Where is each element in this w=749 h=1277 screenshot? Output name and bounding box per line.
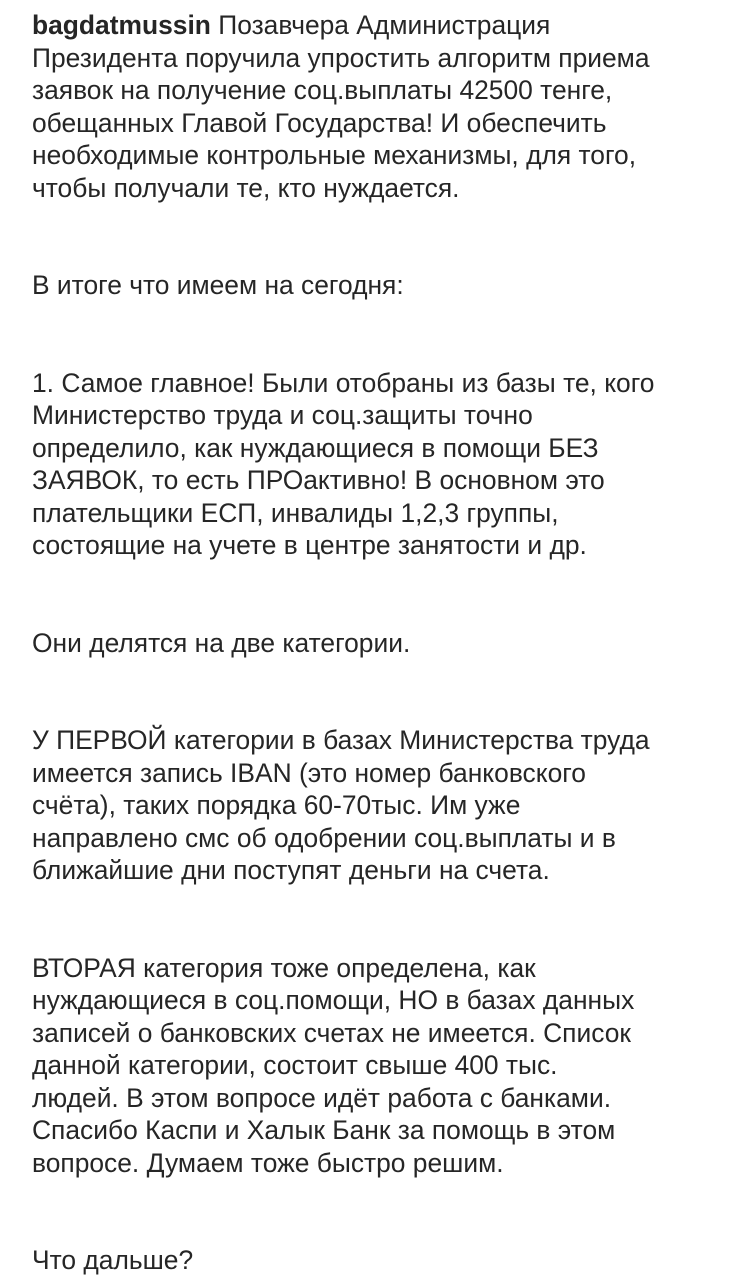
caption-paragraph-categories: Они делятся на две категории. xyxy=(32,627,411,658)
caption-intro xyxy=(32,9,732,204)
paragraph-gap xyxy=(32,659,732,724)
paragraph-gap xyxy=(32,204,732,269)
caption-intro-text: Позавчера Администрация Президента поручила упростить алгоритм приема заявок на получение соц.выплаты 42500 тенге, обещанных Главой Государства! И обеспечить необходимые контрольные механизмы, для того, чтобы получали те, кто нуждается. xyxy=(32,10,650,203)
username-link[interactable]: bagdatmussin xyxy=(32,10,211,40)
caption-paragraph-first-category: У ПЕРВОЙ категории в базах Министерства труда имеется запись IBAN (это номер банковского счёта), таких порядка 60-70тыс. Им уже направлено смс об одобрении соц.выплаты и в ближайшие дни поступят деньги на счета. xyxy=(32,725,650,885)
paragraph-gap xyxy=(32,1179,732,1244)
paragraph-gap xyxy=(32,562,732,627)
caption-paragraph-result: В итоге что имеем на сегодня: xyxy=(32,270,404,300)
paragraph-gap xyxy=(32,302,732,367)
caption-paragraph-next: Что дальше? xyxy=(32,1245,194,1275)
caption-paragraph-second-category: ВТОРАЯ категория тоже определена, как нуждающиеся в соц.помощи, НО в базах данных записей о банковских счетах не имеется. Список данной категории, состоит свыше 400 тыс. людей. В этом вопросе идёт работа с банками. Спасибо Каспи и Халык Банк за помощь в этом вопросе. Думаем тоже быстро решим. xyxy=(32,952,635,1178)
caption-paragraph-1: 1. Самое главное! Были отобраны из базы те, кого Министерство труда и соц.защиты точно определило, как нуждающиеся в помощи БЕЗ ЗАЯВОК, то есть ПРОактивно! В основном это плательщики ЕСП, инвалиды 1,2,3 группы, состоящие на учете в центре занятости и др. xyxy=(32,367,655,560)
post-caption xyxy=(32,9,732,1277)
paragraph-gap xyxy=(32,887,732,952)
